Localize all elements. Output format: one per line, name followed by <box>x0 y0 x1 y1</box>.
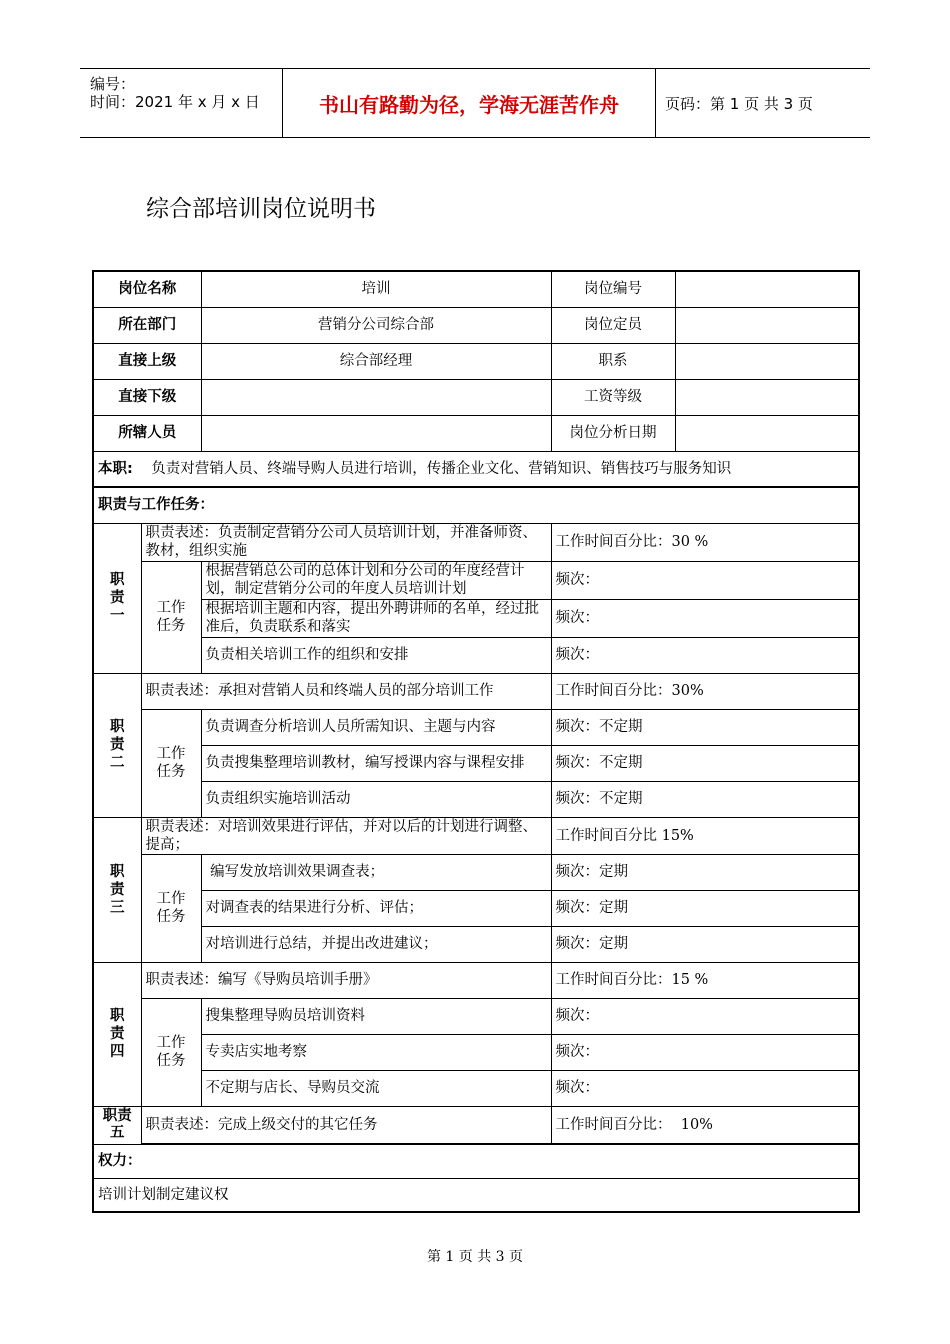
power-label: 权力： <box>93 1144 859 1178</box>
post-name-label: 岗位名称 <box>93 271 201 307</box>
info-row <box>93 307 859 343</box>
document-title: 综合部培训岗位说明书 <box>146 196 376 222</box>
subordinate-value <box>201 379 551 415</box>
duty-4-desc: 职责表述：编写《导购员培训手册》 <box>141 962 551 998</box>
duty-1-task-2-freq: 频次： <box>551 599 859 637</box>
duties-section-row <box>93 487 859 523</box>
grade-label: 工资等级 <box>551 379 675 415</box>
duty-4-task-1-freq: 频次： <box>551 998 859 1034</box>
duty-3-task-3: 对培训进行总结，并提出改进建议； <box>201 926 551 962</box>
duty-3-task-2: 对调查表的结果进行分析、评估； <box>201 890 551 926</box>
info-row <box>93 379 859 415</box>
duty-2-task-label: 工作任务 <box>141 709 201 817</box>
duty-1-task-3-freq: 频次： <box>551 637 859 673</box>
task-row <box>93 926 859 962</box>
task-row <box>93 709 859 745</box>
duty-2-task-3: 负责组织实施培训活动 <box>201 781 551 817</box>
subordinate-label: 直接下级 <box>93 379 201 415</box>
task-row <box>93 854 859 890</box>
task-row <box>93 599 859 637</box>
duty-4-task-2: 专卖店实地考察 <box>201 1034 551 1070</box>
duty-3-pct: 工作时间百分比 15% <box>551 817 859 854</box>
duty-1-task-1-freq: 频次： <box>551 561 859 599</box>
power-item-row <box>93 1178 859 1212</box>
header-page-cell <box>655 69 870 137</box>
duty-3-task-label: 工作任务 <box>141 854 201 962</box>
slogan: 书山有路勤为径，学海无涯苦作舟 <box>319 92 619 117</box>
superior-value: 综合部经理 <box>201 343 551 379</box>
duty-desc-row <box>93 817 859 854</box>
task-row <box>93 781 859 817</box>
task-row <box>93 890 859 926</box>
post-no-label: 岗位编号 <box>551 271 675 307</box>
duty-3-task-3-freq: 频次：定期 <box>551 926 859 962</box>
duties-section-label: 职责与工作任务： <box>93 487 859 523</box>
duty-2-task-1: 负责调查分析培训人员所需知识、主题与内容 <box>201 709 551 745</box>
duty-3-desc: 职责表述：对培训效果进行评估，并对以后的计划进行调整、提高； <box>141 817 551 854</box>
power-label-row <box>93 1144 859 1178</box>
info-row <box>93 415 859 451</box>
duty-5-pct: 工作时间百分比： 10% <box>551 1106 859 1144</box>
duty-3-task-2-freq: 频次：定期 <box>551 890 859 926</box>
duty-1-task-1: 根据营销总公司的总体计划和分公司的年度经营计划，制定营销分公司的年度人员培训计划 <box>201 561 551 599</box>
header-meta <box>80 69 282 137</box>
header-slogan-cell <box>282 69 656 137</box>
duty-2-desc: 职责表述：承担对营销人员和终端人员的部分培训工作 <box>141 673 551 709</box>
duty-1-label: 职责一 <box>93 523 141 673</box>
series-value <box>675 343 859 379</box>
info-row <box>93 343 859 379</box>
duty-1-desc: 职责表述：负责制定营销分公司人员培训计划，并准备师资、教材，组织实施 <box>141 523 551 561</box>
duty-2-pct: 工作时间百分比：30% <box>551 673 859 709</box>
duty-desc-row <box>93 523 859 561</box>
duty-desc-row <box>93 962 859 998</box>
duty-2-label: 职责二 <box>93 673 141 817</box>
job-description-table <box>92 270 860 1213</box>
task-row <box>93 1070 859 1106</box>
duty-1-task-label: 工作任务 <box>141 561 201 673</box>
duty-1-task-3: 负责相关培训工作的组织和安排 <box>201 637 551 673</box>
staff-label: 所辖人员 <box>93 415 201 451</box>
duty-2-task-2: 负责搜集整理培训教材，编写授课内容与课程安排 <box>201 745 551 781</box>
duty-2-task-3-freq: 频次：不定期 <box>551 781 859 817</box>
duty-4-task-3: 不定期与店长、导购员交流 <box>201 1070 551 1106</box>
task-row <box>93 998 859 1034</box>
duty-4-task-3-freq: 频次： <box>551 1070 859 1106</box>
post-name-value: 培训 <box>201 271 551 307</box>
quota-label: 岗位定员 <box>551 307 675 343</box>
info-row <box>93 271 859 307</box>
duty-desc-row <box>93 673 859 709</box>
grade-value <box>675 379 859 415</box>
duty-5-desc: 职责表述：完成上级交付的其它任务 <box>141 1106 551 1144</box>
duty-3-task-1-freq: 频次：定期 <box>551 854 859 890</box>
duty-1-pct: 工作时间百分比：30 % <box>551 523 859 561</box>
post-no-value <box>675 271 859 307</box>
duty-summary-text: 负责对营销人员、终端导购人员进行培训，传播企业文化、营销知识、销售技巧与服务知识 <box>151 460 732 477</box>
dept-value: 营销分公司综合部 <box>201 307 551 343</box>
power-item-1: 培训计划制定建议权 <box>93 1178 859 1212</box>
duty-3-task-1: 编写发放培训效果调查表； <box>201 854 551 890</box>
duty-4-label: 职责四 <box>93 962 141 1106</box>
duty-4-pct: 工作时间百分比：15 % <box>551 962 859 998</box>
task-row <box>93 561 859 599</box>
header-page-number: 页码：第 1 页 共 3 页 <box>665 94 813 113</box>
duty-2-task-1-freq: 频次：不定期 <box>551 709 859 745</box>
quota-value <box>675 307 859 343</box>
dept-label: 所在部门 <box>93 307 201 343</box>
page-footer: 第 1 页 共 3 页 <box>426 1249 524 1265</box>
task-row <box>93 637 859 673</box>
duty-summary-label: 本职: <box>98 460 133 477</box>
duty-5-label: 职责五 <box>93 1106 141 1144</box>
doc-number-label: 编号： <box>90 75 136 93</box>
duty-3-label: 职责三 <box>93 817 141 962</box>
superior-label: 直接上级 <box>93 343 201 379</box>
analysis-date-label: 岗位分析日期 <box>551 415 675 451</box>
series-label: 职系 <box>551 343 675 379</box>
task-row <box>93 1034 859 1070</box>
duty-4-task-label: 工作任务 <box>141 998 201 1106</box>
task-row <box>93 745 859 781</box>
duty-summary-row <box>93 451 859 487</box>
analysis-date-value <box>675 415 859 451</box>
staff-value <box>201 415 551 451</box>
duty-4-task-2-freq: 频次： <box>551 1034 859 1070</box>
duty-summary-cell <box>93 451 859 487</box>
duty-4-task-1: 搜集整理导购员培训资料 <box>201 998 551 1034</box>
page-header <box>80 68 870 138</box>
duty-2-task-2-freq: 频次：不定期 <box>551 745 859 781</box>
duty-1-task-2: 根据培训主题和内容，提出外聘讲师的名单，经过批准后，负责联系和落实 <box>201 599 551 637</box>
doc-date-label: 时间：2021 年 x 月 x 日 <box>90 93 260 111</box>
duty-desc-row <box>93 1106 859 1144</box>
